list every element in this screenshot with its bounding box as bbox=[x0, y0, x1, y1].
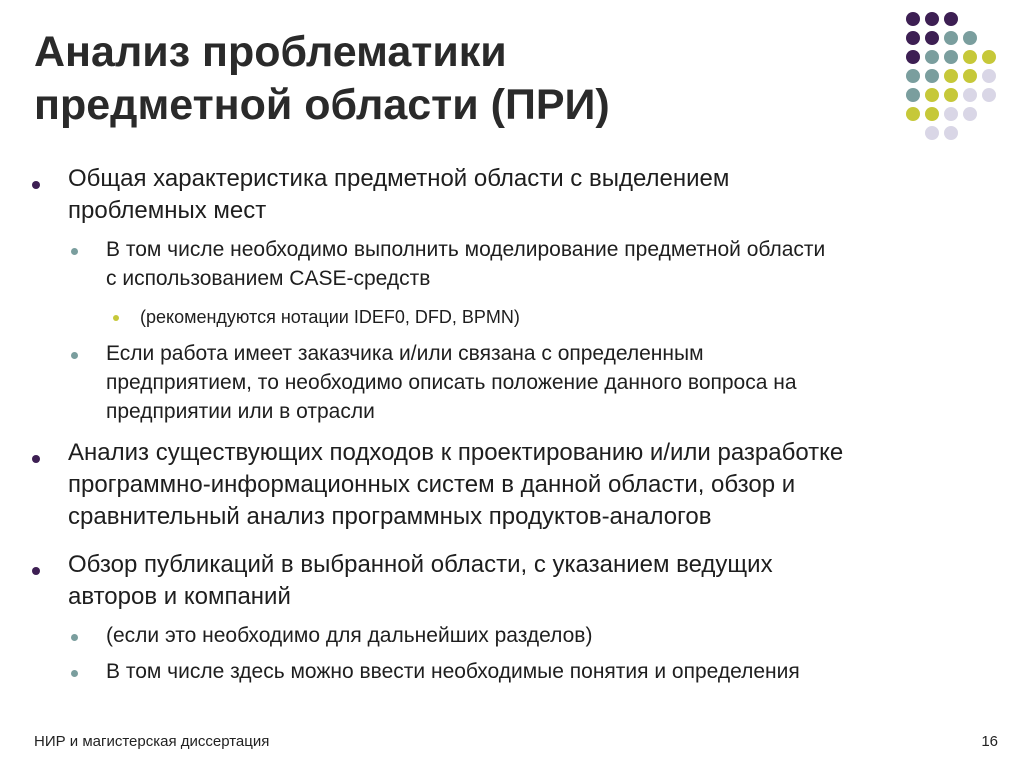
bullet-text: В том числе необходимо выполнить моделирование предметной области с использованием CASE-средств bbox=[106, 238, 826, 290]
bullet-text: Общая характеристика предметной области с выделением проблемных мест bbox=[68, 165, 730, 224]
bullet-dot-icon bbox=[71, 670, 78, 677]
bullet-text: Обзор публикаций в выбранной области, с указанием ведущих авторов и компаний bbox=[68, 551, 773, 610]
bullet-text: (если это необходимо для дальнейших разделов) bbox=[106, 624, 593, 647]
bullet-dot-icon bbox=[32, 567, 40, 575]
bullet-dot-icon bbox=[71, 352, 78, 359]
bullet-text: Анализ существующих подходов к проектированию и/или разработке программно-информационных систем в данной области, обзор и сравнительный анализ программных продуктов-аналогов bbox=[68, 439, 844, 530]
footer-text: НИР и магистерская диссертация bbox=[34, 733, 270, 750]
slide-title: Анализ проблематики предметной области (ПРИ) bbox=[34, 28, 610, 129]
bullet-dot-icon bbox=[32, 455, 40, 463]
bullet-dot-icon bbox=[113, 315, 119, 321]
bullet-text: (рекомендуются нотации IDEF0, DFD, BPMN) bbox=[140, 307, 520, 327]
bullet-dot-icon bbox=[71, 634, 78, 641]
bullet-dot-icon bbox=[71, 248, 78, 255]
bullet-text: В том числе здесь можно ввести необходимые понятия и определения bbox=[106, 660, 800, 683]
bullet-dot-icon bbox=[32, 181, 40, 189]
page-number: 16 bbox=[981, 733, 998, 750]
bullet-text: Если работа имеет заказчика и/или связана с определенным предприятием, то необходимо описать положение данного вопроса на предприятии или в отрасли bbox=[106, 342, 797, 423]
